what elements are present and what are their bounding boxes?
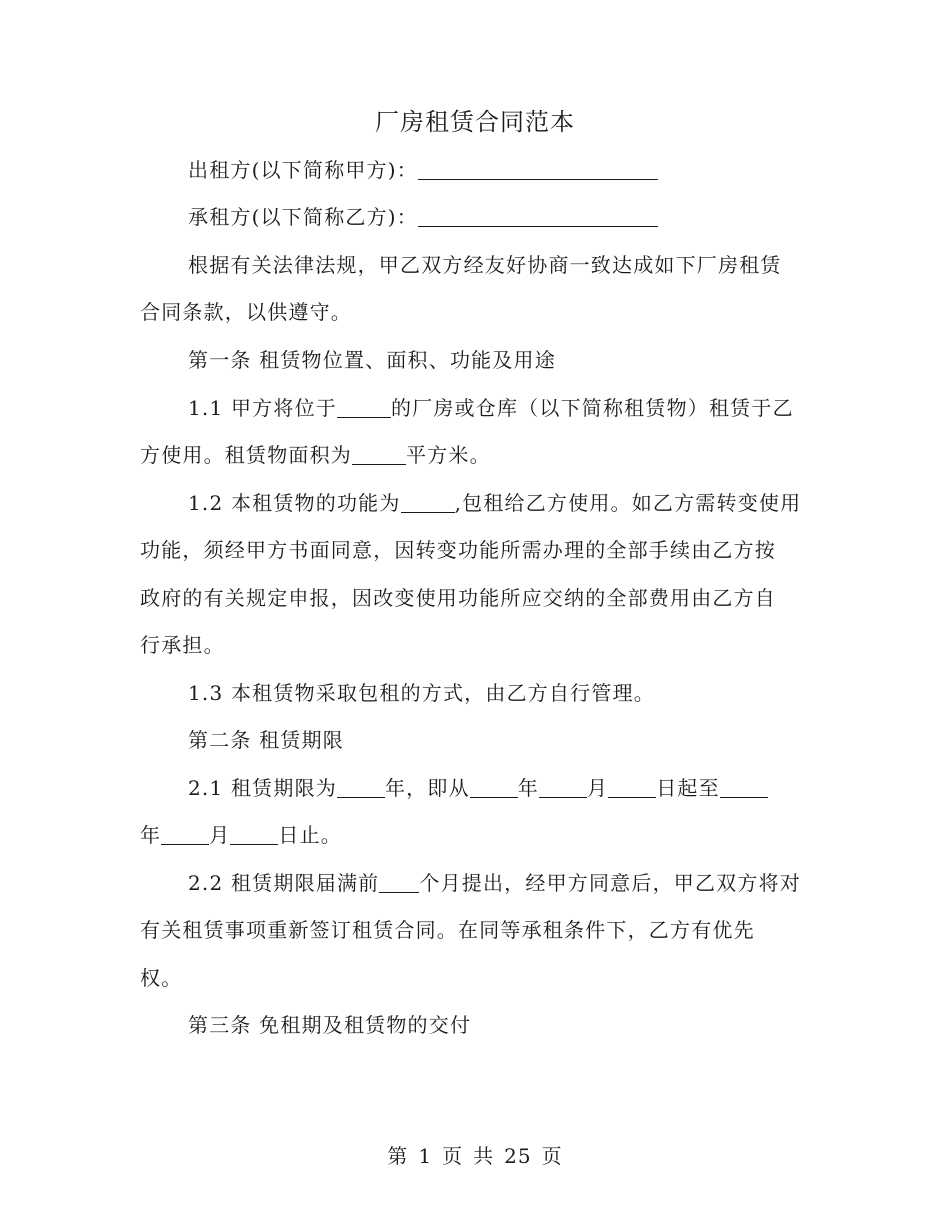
total-page-count: 25 (504, 1144, 532, 1168)
start-day-blank (608, 775, 656, 798)
start-year-blank (470, 775, 518, 798)
text-segment: 2.2 租赁期限届满前 (188, 871, 380, 895)
text-segment: 的厂房或仓库（以下简称租赁物）租赁于乙 (390, 396, 794, 420)
clause-line (140, 487, 868, 519)
clause-line (140, 867, 868, 899)
footer-suffix: 页 (541, 1144, 563, 1168)
text-segment: 2.1 租赁期限为 (188, 776, 337, 800)
document-title: 厂房租赁合同范本 (375, 108, 575, 136)
text-segment: 1.2 本租赁物的功能为 (188, 491, 401, 515)
page-footer (0, 1140, 950, 1172)
footer-prefix: 第 (387, 1144, 409, 1168)
text-segment: 年，即从 (384, 776, 470, 800)
paragraph-line: 行承担。 (140, 633, 225, 657)
text-segment: 日起至 (656, 776, 720, 800)
footer-total-prefix: 共 (473, 1144, 495, 1168)
article-heading: 第二条 租赁期限 (188, 728, 344, 752)
current-page-number: 1 (418, 1144, 433, 1168)
lessee-blank (418, 204, 658, 227)
lessor-line (140, 154, 868, 186)
lessor-label: 出租方(以下简称甲方)： (188, 158, 419, 182)
article-heading: 第三条 免租期及租赁物的交付 (188, 1013, 472, 1037)
paragraph-line: 合同条款，以供遵守。 (140, 300, 352, 324)
lessee-label: 承租方(以下简称乙方)： (188, 205, 419, 229)
text-segment: 日止。 (278, 823, 343, 847)
lessor-blank (418, 157, 658, 180)
clause-line (140, 392, 868, 424)
start-month-blank (539, 775, 587, 798)
text-segment: 个月提出，经甲方同意后，甲乙双方将对 (419, 871, 801, 895)
clause-line (140, 772, 868, 804)
end-year-blank (720, 775, 768, 798)
text-segment: ,包租给乙方使用。如乙方需转变使用 (454, 491, 802, 515)
location-blank (337, 395, 391, 418)
paragraph-line: 功能，须经甲方书面同意，因转变功能所需办理的全部手续由乙方按 (140, 538, 776, 562)
paragraph-line: 权。 (140, 966, 183, 990)
end-day-blank (230, 822, 278, 845)
term-years-blank (337, 775, 385, 798)
clause-line (140, 819, 820, 851)
footer-middle: 页 (442, 1144, 464, 1168)
text-segment: 月 (586, 776, 609, 800)
paragraph-line: 政府的有关规定申报，因改变使用功能所应交纳的全部费用由乙方自 (140, 586, 776, 610)
text-segment: 方使用。租赁物面积为 (140, 443, 352, 467)
text-segment: 1.1 甲方将位于 (188, 396, 337, 420)
clause-line: 1.3 本租赁物采取包租的方式，由乙方自行管理。 (188, 681, 655, 705)
clause-line (140, 439, 820, 471)
paragraph-line: 根据有关法律法规，甲乙双方经友好协商一致达成如下厂房租赁 (188, 253, 782, 277)
area-blank (352, 442, 406, 465)
text-segment: 年 (140, 823, 162, 847)
lessee-line (140, 201, 868, 233)
text-segment: 平方米。 (406, 443, 491, 467)
end-month-blank (161, 822, 209, 845)
article-heading: 第一条 租赁物位置、面积、功能及用途 (188, 348, 556, 372)
text-segment: 月 (209, 823, 231, 847)
notice-months-blank (379, 870, 419, 893)
text-segment: 年 (517, 776, 539, 800)
paragraph-line: 有关租赁事项重新签订租赁合同。在同等承租条件下，乙方有优先 (140, 918, 755, 942)
function-blank (401, 490, 455, 513)
